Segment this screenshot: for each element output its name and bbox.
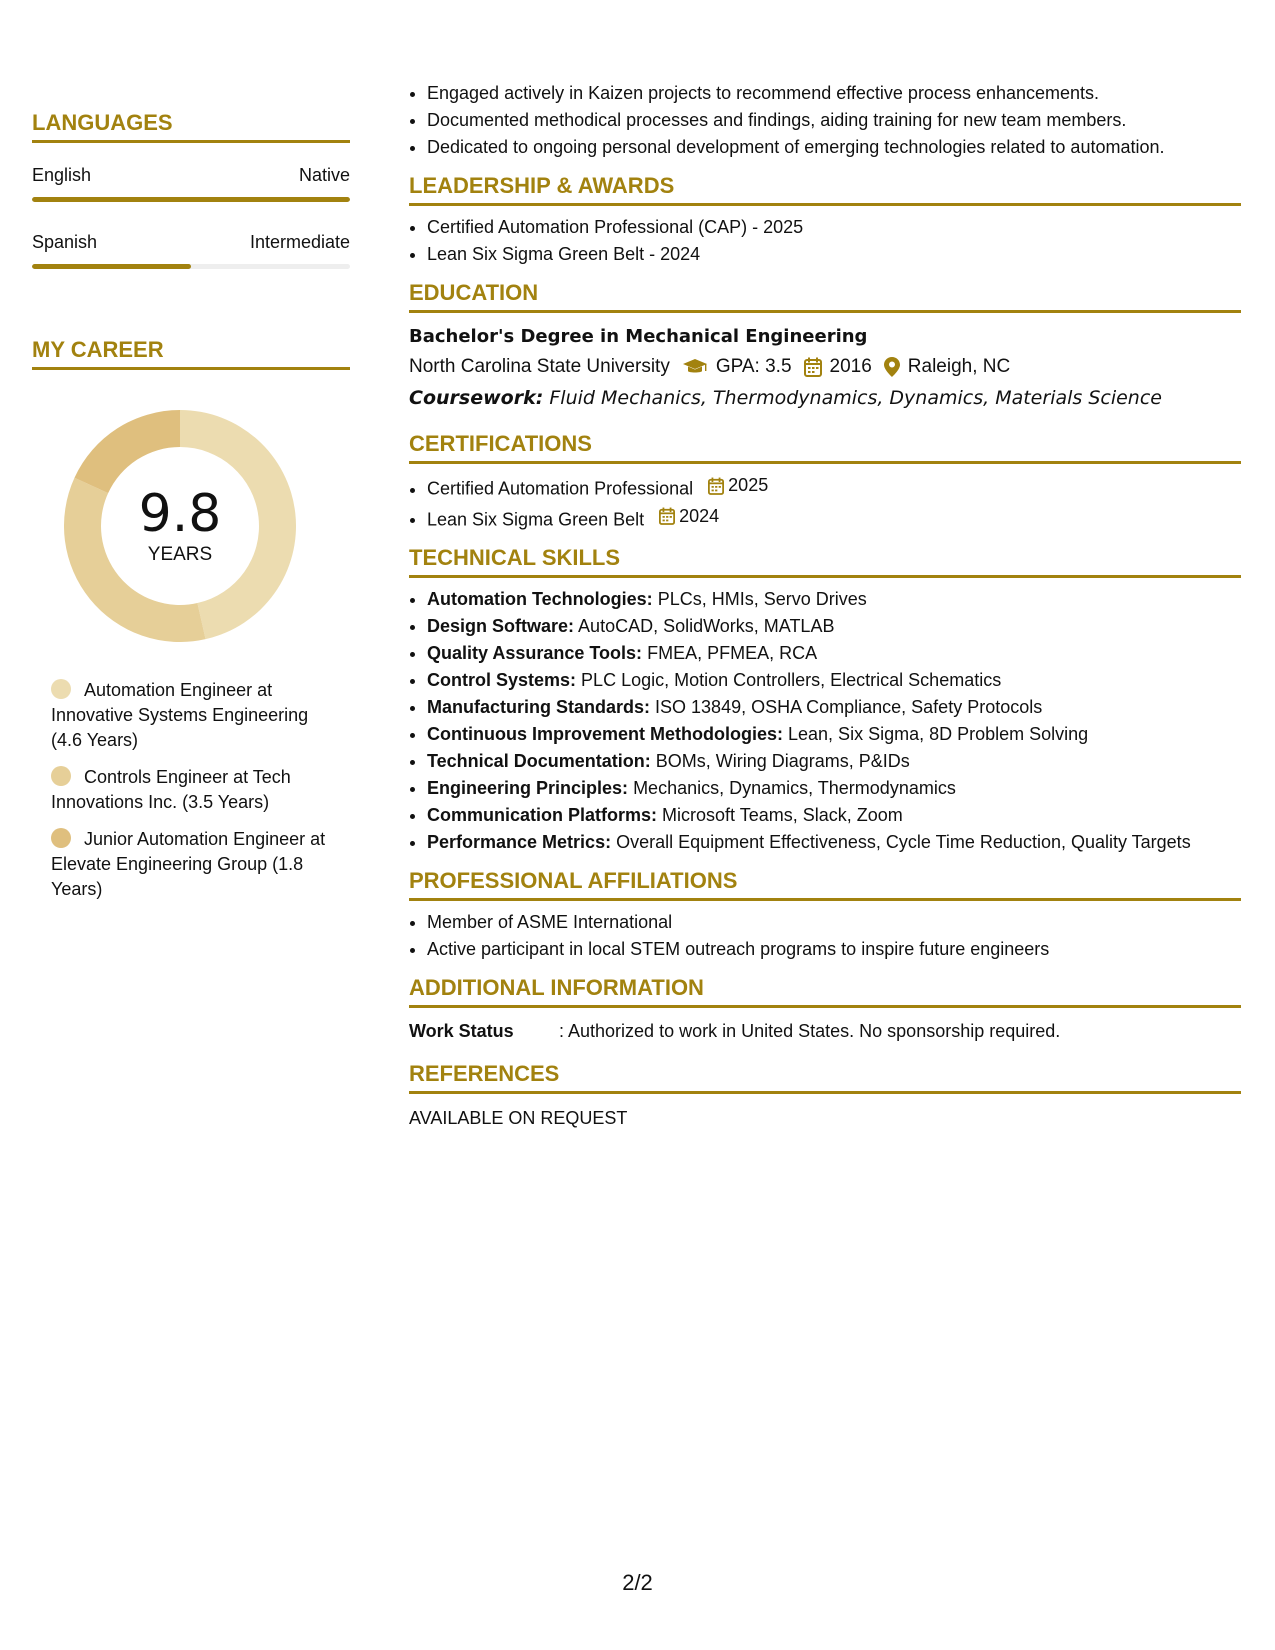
work-status-label: Work Status	[409, 1021, 514, 1041]
skill-label: Quality Assurance Tools:	[427, 643, 643, 663]
skill-label: Performance Metrics:	[427, 832, 612, 852]
coursework-list: Fluid Mechanics, Thermodynamics, Dynamics, Materials Science	[549, 387, 1162, 409]
leadership-heading: LEADERSHIP & AWARDS	[409, 173, 1241, 206]
skill-item	[427, 667, 1241, 694]
career-section	[32, 337, 350, 902]
certification-year: 2024	[679, 505, 720, 526]
education-meta	[409, 351, 1241, 383]
additional-heading: ADDITIONAL INFORMATION	[409, 975, 1241, 1008]
skills-heading: TECHNICAL SKILLS	[409, 545, 1241, 578]
career-role-text: Junior Automation Engineer at Elevate Engineering Group (1.8 Years)	[51, 829, 326, 899]
skill-label: Technical Documentation:	[427, 751, 651, 771]
skill-value: FMEA, PFMEA, RCA	[647, 643, 818, 663]
education-year: 2016	[829, 356, 872, 377]
certifications-heading: CERTIFICATIONS	[409, 431, 1241, 464]
affiliation-item: • Member of ASME International	[427, 909, 1241, 936]
certification-name: Lean Six Sigma Green Belt	[427, 509, 645, 529]
language-proficiency-bar	[32, 264, 350, 269]
skill-item	[427, 640, 1241, 667]
career-role-text: Controls Engineer at Tech Innovations Inc. (3.5 Years)	[51, 767, 291, 812]
skill-value: PLC Logic, Motion Controllers, Electrical Schematics	[581, 670, 1002, 690]
affiliation-item: • Active participant in local STEM outreach programs to inspire future engineers	[427, 936, 1241, 963]
leadership-section	[409, 173, 1241, 268]
certification-item	[427, 503, 1241, 534]
coursework-label: Coursework:	[409, 387, 544, 409]
skill-item	[427, 586, 1241, 613]
language-item	[32, 165, 350, 202]
experience-continued-list	[409, 80, 1241, 161]
skill-label: Design Software:	[427, 616, 575, 636]
legend-dot-icon	[51, 766, 71, 786]
additional-section	[409, 975, 1241, 1045]
legend-dot-icon	[51, 828, 71, 848]
experience-bullet: • Documented methodical processes and findings, aiding training for new team members.	[427, 107, 1241, 134]
skill-value: Lean, Six Sigma, 8D Problem Solving	[788, 724, 1089, 744]
skill-label: Communication Platforms:	[427, 805, 658, 825]
language-name: Spanish	[32, 232, 98, 252]
language-level: Intermediate	[249, 232, 350, 252]
languages-heading: LANGUAGES	[32, 110, 350, 143]
language-proficiency-fill	[32, 197, 350, 202]
career-legend-item	[51, 678, 341, 753]
graduation-cap-icon	[682, 358, 708, 376]
sidebar	[32, 110, 350, 914]
legend-dot-icon	[51, 679, 71, 699]
career-heading: MY CAREER	[32, 337, 350, 370]
skill-label: Automation Technologies:	[427, 589, 653, 609]
career-role-text: Automation Engineer at Innovative Systems Engineering (4.6 Years)	[51, 680, 309, 750]
school-name: North Carolina State University	[409, 356, 670, 377]
skill-item	[427, 613, 1241, 640]
work-status-value: : Authorized to work in United States. No sponsorship required.	[559, 1021, 1061, 1041]
skill-label: Control Systems:	[427, 670, 577, 690]
language-item	[32, 232, 350, 269]
career-legend-item	[51, 765, 341, 815]
skill-label: Manufacturing Standards:	[427, 697, 651, 717]
career-legend-item	[51, 827, 341, 902]
skill-value: Mechanics, Dynamics, Thermodynamics	[633, 778, 956, 798]
certifications-section	[409, 431, 1241, 533]
education-heading: EDUCATION	[409, 280, 1241, 313]
skill-item	[427, 721, 1241, 748]
certification-name: Certified Automation Professional	[427, 478, 694, 499]
language-proficiency-fill	[32, 264, 191, 269]
location-pin-icon	[884, 357, 900, 377]
skill-item	[427, 694, 1241, 721]
calendar-icon	[659, 507, 675, 525]
skill-item	[427, 802, 1241, 829]
skill-value: BOMs, Wiring Diagrams, P&IDs	[655, 751, 910, 771]
leadership-item: • Certified Automation Professional (CAP) - 2025	[427, 214, 1241, 241]
references-heading: REFERENCES	[409, 1061, 1241, 1094]
degree-title: Bachelor's Degree in Mechanical Engineering	[409, 326, 868, 347]
career-legend	[32, 678, 350, 902]
skill-item	[427, 748, 1241, 775]
certification-item	[427, 472, 1241, 503]
education-gpa: GPA: 3.5	[715, 356, 792, 377]
skills-section	[409, 545, 1241, 856]
career-total-value: 9.8	[138, 484, 222, 544]
experience-bullet: • Engaged actively in Kaizen projects to recommend effective process enhancements.	[427, 80, 1241, 107]
affiliations-heading: PROFESSIONAL AFFILIATIONS	[409, 868, 1241, 901]
main-column	[409, 80, 1241, 1129]
page-number: 2/2	[622, 1570, 653, 1595]
skill-item	[427, 775, 1241, 802]
language-level: Native	[298, 165, 350, 185]
skill-value: Overall Equipment Effectiveness, Cycle Time Reduction, Quality Targets	[616, 832, 1191, 852]
experience-bullet: • Dedicated to ongoing personal development of emerging technologies related to automation.	[427, 134, 1241, 161]
work-status-row	[409, 1018, 1241, 1045]
education-location: Raleigh, NC	[907, 356, 1011, 377]
skill-label: Continuous Improvement Methodologies:	[427, 724, 783, 744]
affiliations-section	[409, 868, 1241, 963]
certification-year: 2025	[728, 475, 769, 495]
calendar-icon	[708, 477, 724, 495]
career-total-unit: YEARS	[147, 544, 213, 565]
language-name: English	[32, 165, 92, 185]
skill-value: PLCs, HMIs, Servo Drives	[657, 589, 867, 609]
education-section	[409, 280, 1241, 413]
references-section	[409, 1061, 1241, 1129]
calendar-icon	[804, 357, 822, 377]
coursework	[409, 383, 1241, 413]
skill-label: Engineering Principles:	[427, 778, 629, 798]
skill-item	[427, 829, 1241, 856]
leadership-item: • Lean Six Sigma Green Belt - 2024	[427, 241, 1241, 268]
skill-value: Microsoft Teams, Slack, Zoom	[662, 805, 903, 825]
career-donut-chart	[64, 410, 296, 642]
skill-value: AutoCAD, SolidWorks, MATLAB	[578, 616, 835, 636]
languages-list	[32, 165, 350, 269]
language-proficiency-bar	[32, 197, 350, 202]
skill-value: ISO 13849, OSHA Compliance, Safety Protocols	[655, 697, 1043, 717]
references-text: AVAILABLE ON REQUEST	[409, 1108, 628, 1128]
